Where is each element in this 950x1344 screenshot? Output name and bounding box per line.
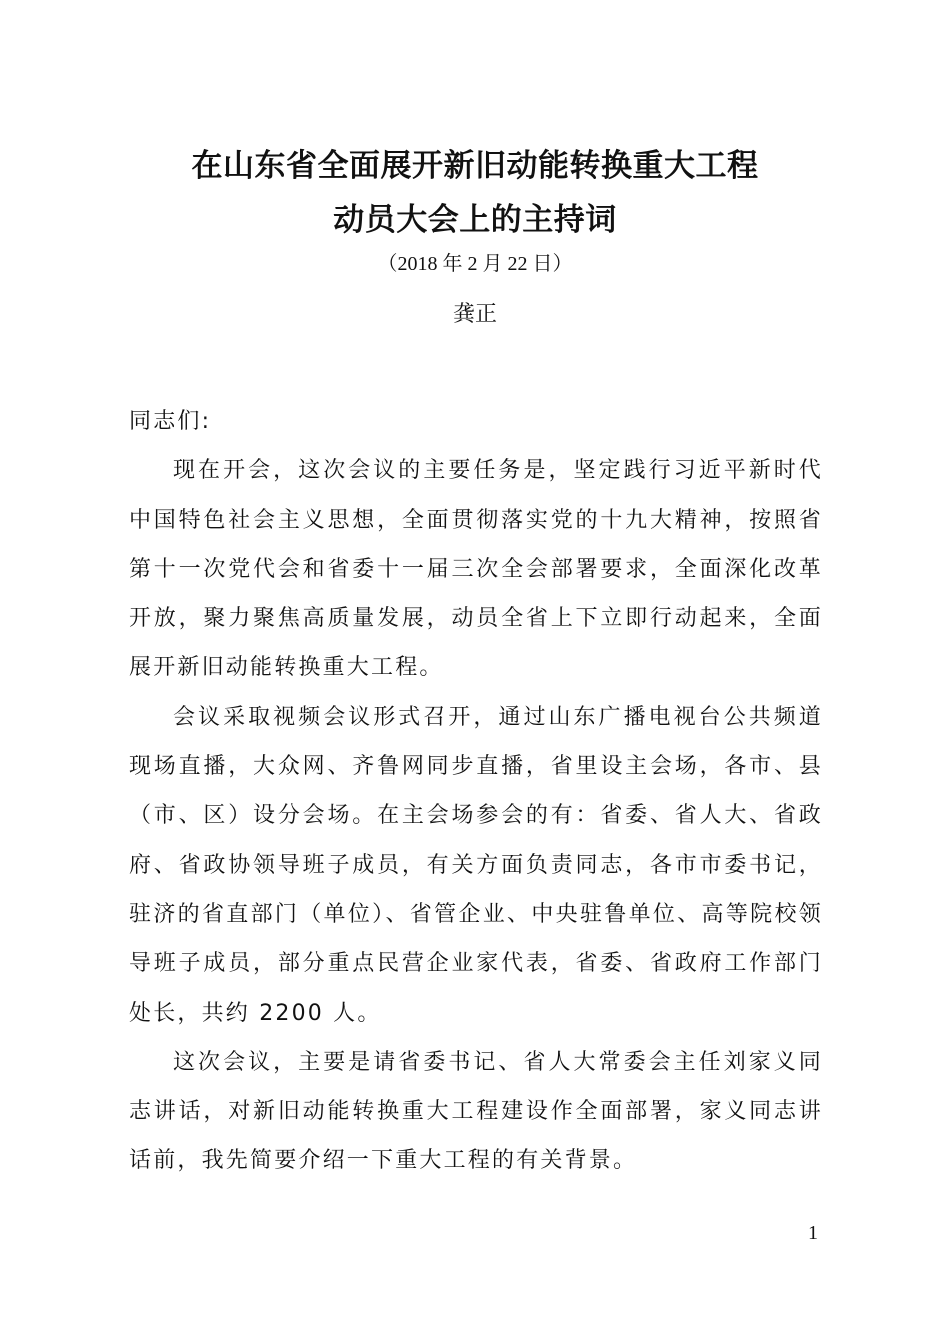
paragraph: 会议采取视频会议形式召开，通过山东广播电视台公共频道现场直播，大众网、齐鲁网同步直播，省里设主会场，各市、县（市、区）设分会场。在主会场参会的有：省委、省人大、省政府、省政协领导班子成员，有关方面负责同志，各市市委书记，驻济的省直部门（单位）、省管企业、中央驻鲁单位、高等院校领导班子成员，部分重点民营企业家代表，省委、省政府工作部门处长，共约 2200 人。 bbox=[129, 704, 823, 1026]
page-number: 1 bbox=[808, 1222, 818, 1244]
document-title-line-2: 动员大会上的主持词 bbox=[333, 202, 617, 238]
paragraph: 现在开会，这次会议的主要任务是，坚定践行习近平新时代中国特色社会主义思想，全面贯彻落实党的十九大精神，按照省第十一次党代会和省委十一届三次全会部署要求，全面深化改革开放，聚力聚焦高质量发展，动员全省上下立即行动起来，全面展开新旧动能转换重大工程。 bbox=[129, 458, 823, 681]
document-author: 龚正 bbox=[452, 302, 497, 327]
paragraph: 这次会议，主要是请省委书记、省人大常委会主任刘家义同志讲话，对新旧动能转换重大工程建设作全面部署，家义同志讲话前，我先简要介绍一下重大工程的有关背景。 bbox=[129, 1049, 823, 1174]
document-body bbox=[129, 397, 823, 1186]
salutation: 同志们: bbox=[129, 409, 212, 434]
document-date: （2018 年 2 月 22 日） bbox=[377, 253, 573, 275]
document-title-line-1: 在山东省全面展开新旧动能转换重大工程 bbox=[191, 148, 759, 184]
